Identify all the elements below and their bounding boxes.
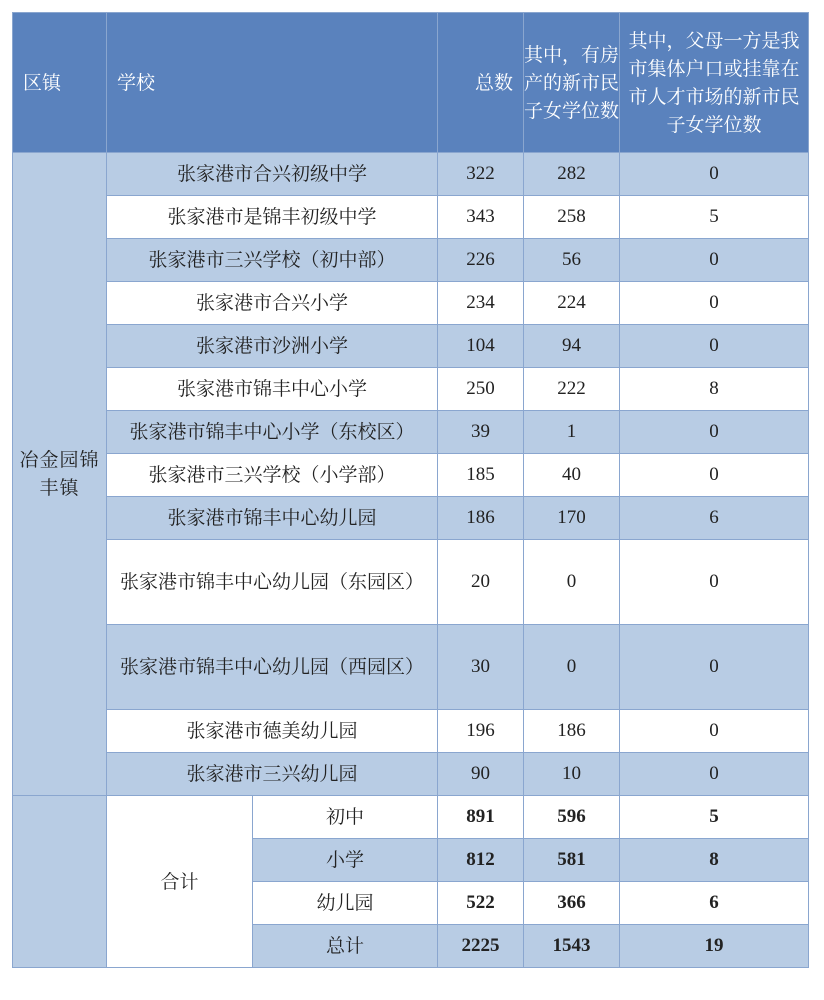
house-cell: 186	[524, 710, 620, 753]
household-cell: 0	[620, 454, 809, 497]
header-district: 区镇	[13, 13, 107, 153]
house-cell: 170	[524, 497, 620, 540]
school-name: 张家港市是锦丰初级中学	[107, 196, 438, 239]
house-cell: 10	[524, 753, 620, 796]
summary-household: 8	[620, 839, 809, 882]
table-row	[13, 325, 809, 368]
summary-category: 小学	[253, 839, 438, 882]
house-cell: 94	[524, 325, 620, 368]
summary-household: 5	[620, 796, 809, 839]
table-row	[13, 196, 809, 239]
school-quota-table	[12, 12, 809, 968]
summary-house: 366	[524, 882, 620, 925]
total-cell: 30	[438, 625, 524, 710]
house-cell: 224	[524, 282, 620, 325]
school-name: 张家港市沙洲小学	[107, 325, 438, 368]
summary-category: 总计	[253, 925, 438, 968]
summary-total: 891	[438, 796, 524, 839]
house-cell: 56	[524, 239, 620, 282]
house-cell: 258	[524, 196, 620, 239]
total-cell: 196	[438, 710, 524, 753]
summary-house: 596	[524, 796, 620, 839]
household-cell: 5	[620, 196, 809, 239]
summary-household: 19	[620, 925, 809, 968]
household-cell: 0	[620, 325, 809, 368]
house-cell: 0	[524, 540, 620, 625]
total-cell: 250	[438, 368, 524, 411]
header-school: 学校	[107, 13, 438, 153]
total-cell: 343	[438, 196, 524, 239]
table-row	[13, 368, 809, 411]
household-cell: 0	[620, 411, 809, 454]
district-cell: 冶金园锦丰镇	[13, 153, 107, 796]
house-cell: 222	[524, 368, 620, 411]
table-row	[13, 625, 809, 710]
total-cell: 234	[438, 282, 524, 325]
header-total: 总数	[438, 13, 524, 153]
house-cell: 0	[524, 625, 620, 710]
household-cell: 6	[620, 497, 809, 540]
table-row	[13, 753, 809, 796]
school-name: 张家港市锦丰中心幼儿园	[107, 497, 438, 540]
household-cell: 0	[620, 239, 809, 282]
school-name: 张家港市锦丰中心小学（东校区）	[107, 411, 438, 454]
school-name: 张家港市锦丰中心幼儿园（西园区）	[107, 625, 438, 710]
household-cell: 0	[620, 282, 809, 325]
table-container	[12, 12, 808, 968]
header-household-quota: 其中，父母一方是我市集体户口或挂靠在市人才市场的新市民子女学位数	[620, 13, 809, 153]
school-name: 张家港市德美幼儿园	[107, 710, 438, 753]
house-cell: 282	[524, 153, 620, 196]
summary-label: 合计	[107, 796, 253, 968]
total-cell: 39	[438, 411, 524, 454]
total-cell: 20	[438, 540, 524, 625]
table-row	[13, 454, 809, 497]
summary-total: 812	[438, 839, 524, 882]
table-row	[13, 153, 809, 196]
table-row	[13, 710, 809, 753]
summary-total: 2225	[438, 925, 524, 968]
household-cell: 0	[620, 753, 809, 796]
summary-total: 522	[438, 882, 524, 925]
table-row	[13, 411, 809, 454]
school-name: 张家港市三兴幼儿园	[107, 753, 438, 796]
summary-house: 1543	[524, 925, 620, 968]
house-cell: 1	[524, 411, 620, 454]
summary-category: 幼儿园	[253, 882, 438, 925]
house-cell: 40	[524, 454, 620, 497]
district-blank-cell	[13, 796, 107, 968]
header-house-quota: 其中，有房产的新市民子女学位数	[524, 13, 620, 153]
school-name: 张家港市合兴初级中学	[107, 153, 438, 196]
household-cell: 0	[620, 153, 809, 196]
header-row	[13, 13, 809, 153]
school-name: 张家港市锦丰中心幼儿园（东园区）	[107, 540, 438, 625]
household-cell: 0	[620, 540, 809, 625]
table-row	[13, 239, 809, 282]
table-row	[13, 497, 809, 540]
table-row	[13, 540, 809, 625]
table-row	[13, 282, 809, 325]
household-cell: 0	[620, 625, 809, 710]
total-cell: 226	[438, 239, 524, 282]
school-name: 张家港市三兴学校（小学部）	[107, 454, 438, 497]
summary-row	[13, 796, 809, 839]
total-cell: 90	[438, 753, 524, 796]
household-cell: 0	[620, 710, 809, 753]
summary-house: 581	[524, 839, 620, 882]
school-name: 张家港市三兴学校（初中部）	[107, 239, 438, 282]
total-cell: 186	[438, 497, 524, 540]
household-cell: 8	[620, 368, 809, 411]
school-name: 张家港市锦丰中心小学	[107, 368, 438, 411]
total-cell: 322	[438, 153, 524, 196]
summary-category: 初中	[253, 796, 438, 839]
summary-household: 6	[620, 882, 809, 925]
school-name: 张家港市合兴小学	[107, 282, 438, 325]
total-cell: 104	[438, 325, 524, 368]
total-cell: 185	[438, 454, 524, 497]
